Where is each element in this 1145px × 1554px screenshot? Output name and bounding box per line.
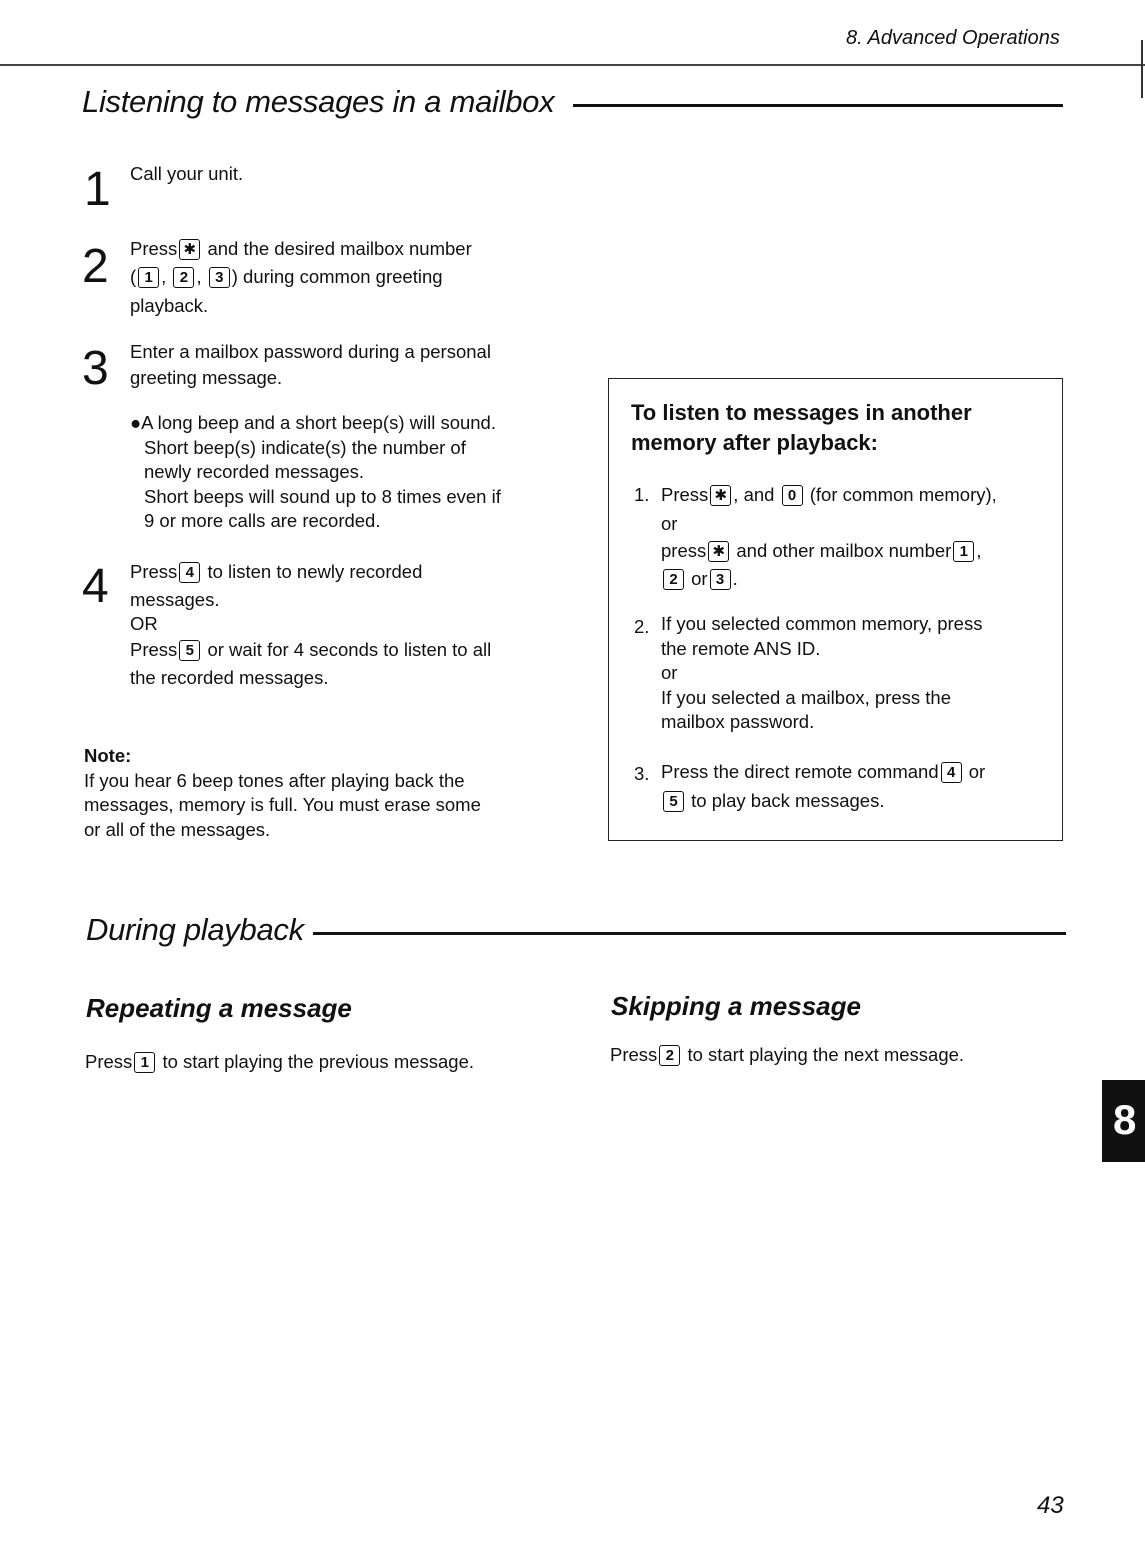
note-line-2: messages, memory is full. You must erase some (84, 794, 481, 815)
text: to listen to newly recorded (207, 561, 423, 582)
note-line-1: If you hear 6 beep tones after playing back the (84, 769, 465, 791)
text: , (976, 540, 982, 561)
bullet-line-1: ●A long beep and a short beep(s) will sound. (130, 412, 496, 433)
step-2-line-1 (130, 236, 472, 262)
text: and the desired mailbox number (207, 238, 472, 259)
skip-text (610, 1042, 964, 1068)
bullet-note (130, 411, 501, 534)
text: to play back messages. (691, 790, 885, 811)
section-title-during-playback: During playback (86, 912, 304, 947)
text: press (661, 540, 707, 561)
note-block (84, 744, 481, 842)
box-item-2-line-1: If you selected common memory, press (661, 613, 983, 634)
text: Press (610, 1044, 658, 1065)
box-item-3-number: 3. (634, 763, 650, 784)
note-line-3: or all of the messages. (84, 818, 271, 840)
box-item-2-line-2: the remote ANS ID. (661, 637, 821, 659)
key-5-icon: 5 (179, 640, 200, 661)
info-box-title-line-1: To listen to messages in another (631, 400, 972, 425)
box-item-1-line-4 (661, 566, 738, 592)
key-0-icon: 0 (782, 485, 803, 506)
key-1-icon: 1 (953, 541, 974, 562)
step-4-line-1 (130, 559, 422, 585)
text: Press (130, 639, 178, 660)
key-1-icon: 1 (138, 267, 159, 288)
text: and other mailbox number (736, 540, 952, 561)
text: or wait for 4 seconds to listen to all (207, 639, 492, 660)
step-3-line-2: greeting message. (130, 367, 283, 388)
bullet-line-4: Short beeps will sound up to 8 times even if (144, 485, 501, 507)
key-1-icon: 1 (134, 1052, 155, 1073)
step-4-line-2: messages. (130, 589, 220, 610)
step-number-4: 4 (82, 560, 109, 613)
repeat-text (85, 1049, 474, 1075)
text: . (732, 568, 738, 589)
text: Press (85, 1051, 133, 1072)
text: , (161, 266, 167, 287)
repeat-title: Repeating a message (86, 993, 352, 1023)
page-edge-mark (1141, 40, 1143, 98)
key-5-icon: 5 (663, 791, 684, 812)
box-item-1-number: 1. (634, 484, 650, 505)
text: Press (130, 561, 178, 582)
box-item-1-line-1 (661, 482, 997, 508)
key-2-icon: 2 (659, 1045, 680, 1066)
bullet-line-3: newly recorded messages. (144, 461, 365, 482)
chapter-number: 8 (1113, 1096, 1137, 1143)
step-2-line-2 (130, 264, 443, 290)
chapter-tab (1102, 1080, 1145, 1162)
skip-title: Skipping a message (611, 991, 861, 1021)
step-3-line-1: Enter a mailbox password during a personal (130, 341, 491, 362)
section-title-rule (313, 932, 1066, 935)
note-label: Note: (84, 745, 132, 766)
text: ( (130, 266, 137, 287)
text: to start playing the previous message. (162, 1051, 475, 1072)
text: Press the direct remote command (661, 761, 939, 782)
box-item-1-or: or (661, 513, 678, 534)
box-item-1-line-3 (661, 538, 981, 564)
bullet-line-5: 9 or more calls are recorded. (144, 510, 381, 531)
box-item-2-line-5: mailbox password. (661, 711, 815, 732)
box-item-2-text (661, 612, 982, 735)
box-item-2-number: 2. (634, 616, 650, 637)
box-item-3-line-2 (661, 788, 884, 814)
text: ) during common greeting (231, 266, 443, 287)
step-number-3: 3 (82, 342, 109, 395)
key-2-icon: 2 (663, 569, 684, 590)
box-item-2-line-4: If you selected a mailbox, press the (661, 686, 951, 708)
key-3-icon: 3 (209, 267, 230, 288)
key-4-icon: 4 (941, 762, 962, 783)
star-key-icon: ✱ (708, 541, 729, 562)
box-item-3-line-1 (661, 759, 985, 785)
key-4-icon: 4 (179, 562, 200, 583)
box-item-2-or: or (661, 662, 678, 683)
step-4-line-4 (130, 637, 491, 663)
info-box-title (631, 398, 972, 458)
running-head: 8. Advanced Operations (846, 27, 1060, 49)
star-key-icon: ✱ (179, 239, 200, 260)
text: (for common memory), (809, 484, 997, 505)
page-number: 43 (1037, 1492, 1064, 1519)
step-1-text: Call your unit. (130, 163, 244, 184)
info-box-title-line-2: memory after playback: (631, 430, 878, 455)
text: , and (733, 484, 775, 505)
header-rule (0, 64, 1145, 66)
text: or (691, 568, 708, 589)
text: Press (130, 238, 178, 259)
key-3-icon: 3 (710, 569, 731, 590)
step-number-2: 2 (82, 240, 109, 293)
text: or (968, 761, 986, 782)
text: Press (661, 484, 709, 505)
star-key-icon: ✱ (710, 485, 731, 506)
text: , (196, 266, 202, 287)
step-number-1: 1 (84, 163, 111, 216)
bullet-line-2: Short beep(s) indicate(s) the number of (144, 436, 466, 458)
step-4-or: OR (130, 613, 158, 634)
text: to start playing the next message. (687, 1044, 965, 1065)
section-title-listening: Listening to messages in a mailbox (82, 84, 555, 119)
key-2-icon: 2 (173, 267, 194, 288)
section-title-rule (573, 104, 1063, 107)
step-2-line-3: playback. (130, 295, 209, 316)
step-4-line-5: the recorded messages. (130, 667, 329, 688)
